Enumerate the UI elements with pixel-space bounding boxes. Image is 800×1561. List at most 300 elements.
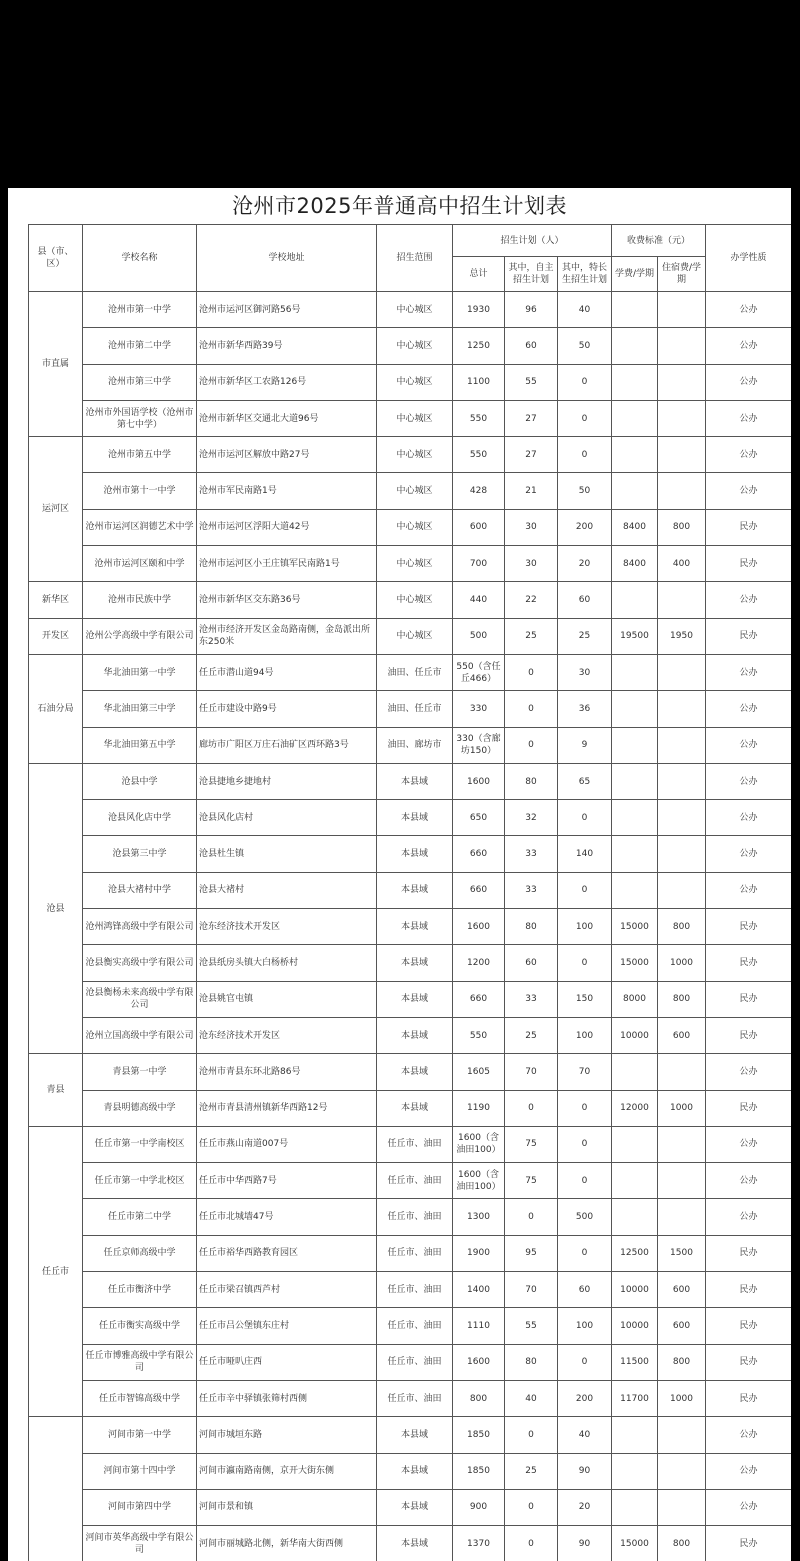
school-address: 沧州市运河区御河路56号 [197,292,377,328]
fee-lodging: 800 [658,909,706,945]
fee-lodging: 600 [658,1272,706,1308]
county-cell: 沧县 [29,763,83,1053]
school-address: 河间市瀛南路南侧，京开大街东侧 [197,1453,377,1489]
enroll-scope: 油田、廊坊市 [377,727,453,763]
plan-special: 0 [558,800,612,836]
school-address: 沧州市新华区交通北大道96号 [197,400,377,436]
plan-total: 428 [453,473,505,509]
school-address: 沧州市新华西路39号 [197,328,377,364]
school-name: 沧州立国高级中学有限公司 [83,1017,197,1053]
plan-total: 1850 [453,1453,505,1489]
plan-special: 90 [558,1526,612,1561]
fee-tuition [612,1453,658,1489]
fee-tuition: 8400 [612,546,658,582]
school-name: 沧县大褚村中学 [83,872,197,908]
school-address: 沧州市经济开发区金岛路南侧，金岛派出所东250米 [197,618,377,654]
school-address: 沧州市新华区交东路36号 [197,582,377,618]
plan-self: 22 [505,582,558,618]
enroll-scope: 任丘市、油田 [377,1199,453,1235]
fee-tuition: 11500 [612,1344,658,1380]
school-nature: 公办 [706,763,791,799]
school-name: 沧州市外国语学校（沧州市第七中学） [83,400,197,436]
plan-special: 100 [558,1308,612,1344]
table-row [29,909,792,945]
school-address: 沧县纸房头镇大白杨桥村 [197,945,377,981]
fee-lodging [658,1199,706,1235]
school-name: 任丘市第一中学南校区 [83,1126,197,1162]
plan-special: 50 [558,473,612,509]
plan-special: 30 [558,654,612,690]
table-row [29,1017,792,1053]
enroll-scope: 任丘市、油田 [377,1163,453,1199]
fee-lodging [658,763,706,799]
plan-special: 0 [558,945,612,981]
enroll-scope: 中心城区 [377,618,453,654]
school-address: 河间市城垣东路 [197,1417,377,1453]
school-name: 沧州市第二中学 [83,328,197,364]
plan-total: 330（含廊坊150） [453,727,505,763]
school-address: 沧县捷地乡捷地村 [197,763,377,799]
plan-total: 1600 [453,909,505,945]
enroll-scope: 本县域 [377,945,453,981]
school-name: 沧州市运河区颐和中学 [83,546,197,582]
enroll-scope: 任丘市、油田 [377,1344,453,1380]
enroll-scope: 本县域 [377,800,453,836]
plan-total: 1600 [453,763,505,799]
school-name: 任丘市衡实高级中学 [83,1308,197,1344]
school-address: 沧州市军民南路1号 [197,473,377,509]
header-special-plan: 其中，特长生招生计划 [558,257,612,292]
school-name: 沧县衡杨未来高级中学有限公司 [83,981,197,1017]
enroll-scope: 任丘市、油田 [377,1235,453,1271]
school-nature: 民办 [706,509,791,545]
school-nature: 公办 [706,727,791,763]
fee-tuition [612,691,658,727]
plan-total: 550 [453,1017,505,1053]
school-address: 廊坊市广阳区万庄石油矿区西环路3号 [197,727,377,763]
school-address: 沧州市运河区浮阳大道42号 [197,509,377,545]
school-name: 任丘市第一中学北校区 [83,1163,197,1199]
header-fee: 收费标准（元） [612,225,706,257]
header-county: 县（市、区） [29,225,83,292]
plan-total: 550 [453,437,505,473]
school-nature: 公办 [706,1163,791,1199]
fee-lodging: 800 [658,509,706,545]
school-name: 华北油田第五中学 [83,727,197,763]
enroll-scope: 中心城区 [377,473,453,509]
table-row [29,1199,792,1235]
fee-tuition [612,1417,658,1453]
plan-self: 0 [505,727,558,763]
plan-self: 0 [505,1417,558,1453]
fee-lodging [658,836,706,872]
enroll-scope: 本县域 [377,872,453,908]
fee-lodging: 800 [658,1344,706,1380]
school-address: 任丘市潜山道94号 [197,654,377,690]
table-row [29,1489,792,1525]
table-row [29,836,792,872]
school-nature: 民办 [706,1272,791,1308]
table-row [29,691,792,727]
school-name: 沧州市第一中学 [83,292,197,328]
school-address: 沧县风化店村 [197,800,377,836]
school-address: 沧县姚官屯镇 [197,981,377,1017]
plan-total: 1110 [453,1308,505,1344]
fee-tuition: 12500 [612,1235,658,1271]
school-address: 任丘市北城墙47号 [197,1199,377,1235]
school-nature: 民办 [706,1308,791,1344]
plan-special: 0 [558,364,612,400]
fee-tuition: 8000 [612,981,658,1017]
plan-self: 30 [505,546,558,582]
school-name: 华北油田第一中学 [83,654,197,690]
table-row [29,1526,792,1561]
plan-total: 1605 [453,1054,505,1090]
school-nature: 公办 [706,437,791,473]
plan-special: 9 [558,727,612,763]
plan-special: 100 [558,909,612,945]
school-nature: 民办 [706,1344,791,1380]
plan-special: 20 [558,1489,612,1525]
plan-self: 33 [505,872,558,908]
plan-special: 0 [558,872,612,908]
school-address: 任丘市梁召镇西芦村 [197,1272,377,1308]
school-name: 沧州鸿锋高级中学有限公司 [83,909,197,945]
header-total: 总计 [453,257,505,292]
fee-lodging [658,800,706,836]
fee-lodging [658,582,706,618]
fee-tuition: 8400 [612,509,658,545]
table-row [29,654,792,690]
plan-self: 70 [505,1272,558,1308]
fee-lodging [658,328,706,364]
school-address: 任丘市辛中驿镇张筛村西侧 [197,1380,377,1416]
fee-tuition [612,1126,658,1162]
school-name: 任丘市衡济中学 [83,1272,197,1308]
plan-special: 20 [558,546,612,582]
fee-tuition [612,1489,658,1525]
school-address: 沧东经济技术开发区 [197,909,377,945]
plan-self: 40 [505,1380,558,1416]
school-name: 河间市第十四中学 [83,1453,197,1489]
table-row [29,1417,792,1453]
fee-tuition [612,582,658,618]
fee-lodging [658,1453,706,1489]
table-row [29,1272,792,1308]
fee-lodging: 400 [658,546,706,582]
plan-self: 25 [505,1453,558,1489]
enroll-scope: 本县域 [377,981,453,1017]
fee-lodging [658,1126,706,1162]
table-row [29,1054,792,1090]
plan-total: 900 [453,1489,505,1525]
fee-lodging: 600 [658,1017,706,1053]
enroll-scope: 本县域 [377,1453,453,1489]
school-nature: 民办 [706,981,791,1017]
plan-total: 1600 [453,1344,505,1380]
fee-tuition [612,727,658,763]
plan-self: 75 [505,1126,558,1162]
header-school: 学校名称 [83,225,197,292]
enroll-scope: 任丘市、油田 [377,1272,453,1308]
school-address: 任丘市裕华西路教育园区 [197,1235,377,1271]
enroll-scope: 中心城区 [377,546,453,582]
enroll-scope: 任丘市、油田 [377,1308,453,1344]
plan-self: 80 [505,1344,558,1380]
table-row [29,473,792,509]
plan-self: 60 [505,328,558,364]
header-address: 学校地址 [197,225,377,292]
fee-lodging [658,292,706,328]
fee-lodging [658,1417,706,1453]
enroll-scope: 中心城区 [377,292,453,328]
table-row [29,872,792,908]
header-plan: 招生计划（人） [453,225,612,257]
table-row [29,400,792,436]
school-address: 沧州市运河区小王庄镇军民南路1号 [197,546,377,582]
fee-lodging: 600 [658,1308,706,1344]
school-nature: 公办 [706,691,791,727]
enroll-scope: 中心城区 [377,364,453,400]
school-nature: 公办 [706,400,791,436]
fee-tuition [612,1199,658,1235]
table-row [29,582,792,618]
plan-total: 1400 [453,1272,505,1308]
plan-special: 0 [558,1235,612,1271]
plan-special: 500 [558,1199,612,1235]
school-name: 沧州市民族中学 [83,582,197,618]
county-cell: 任丘市 [29,1126,83,1416]
school-name: 沧县第三中学 [83,836,197,872]
plan-special: 65 [558,763,612,799]
table-body [29,292,792,1561]
school-nature: 民办 [706,1235,791,1271]
fee-lodging: 1000 [658,945,706,981]
plan-special: 25 [558,618,612,654]
fee-tuition [612,400,658,436]
school-name: 河间市英华高级中学有限公司 [83,1526,197,1561]
table-row [29,546,792,582]
plan-special: 70 [558,1054,612,1090]
county-cell: 青县 [29,1054,83,1127]
plan-total: 1300 [453,1199,505,1235]
enroll-scope: 中心城区 [377,582,453,618]
school-nature: 民办 [706,1090,791,1126]
school-address: 任丘市建设中路9号 [197,691,377,727]
fee-tuition: 10000 [612,1017,658,1053]
school-address: 沧州市运河区解放中路27号 [197,437,377,473]
enroll-scope: 中心城区 [377,328,453,364]
school-nature: 公办 [706,473,791,509]
plan-total: 1900 [453,1235,505,1271]
fee-lodging [658,473,706,509]
enroll-scope: 本县域 [377,836,453,872]
fee-tuition [612,836,658,872]
fee-lodging [658,1054,706,1090]
plan-special: 50 [558,328,612,364]
enroll-scope: 本县域 [377,1054,453,1090]
fee-lodging: 800 [658,1526,706,1561]
fee-lodging [658,437,706,473]
school-nature: 公办 [706,836,791,872]
plan-total: 440 [453,582,505,618]
plan-special: 60 [558,582,612,618]
enroll-scope: 中心城区 [377,437,453,473]
table-row [29,981,792,1017]
table-row [29,292,792,328]
enroll-scope: 中心城区 [377,400,453,436]
plan-special: 60 [558,1272,612,1308]
table-row [29,1380,792,1416]
plan-total: 1100 [453,364,505,400]
plan-self: 21 [505,473,558,509]
plan-total: 1370 [453,1526,505,1561]
plan-special: 0 [558,400,612,436]
fee-lodging: 1000 [658,1090,706,1126]
fee-tuition [612,800,658,836]
school-name: 沧县风化店中学 [83,800,197,836]
fee-tuition [612,1163,658,1199]
document-title: 沧州市2025年普通高中招生计划表 [232,194,567,218]
school-name: 沧州市运河区润德艺术中学 [83,509,197,545]
school-nature: 公办 [706,1126,791,1162]
plan-total: 1190 [453,1090,505,1126]
plan-self: 0 [505,691,558,727]
plan-self: 27 [505,437,558,473]
plan-self: 96 [505,292,558,328]
header-self-plan: 其中，自主招生计划 [505,257,558,292]
school-address: 沧县杜生镇 [197,836,377,872]
enroll-scope: 本县域 [377,1489,453,1525]
fee-tuition [612,1054,658,1090]
plan-special: 100 [558,1017,612,1053]
plan-special: 150 [558,981,612,1017]
county-cell: 石油分局 [29,654,83,763]
school-nature: 公办 [706,1054,791,1090]
plan-total: 660 [453,981,505,1017]
table-row [29,364,792,400]
school-nature: 民办 [706,1526,791,1561]
school-address: 任丘市中华西路7号 [197,1163,377,1199]
county-cell: 新华区 [29,582,83,618]
enroll-scope: 本县域 [377,763,453,799]
plan-special: 0 [558,437,612,473]
table-row [29,1453,792,1489]
fee-tuition: 19500 [612,618,658,654]
fee-tuition [612,328,658,364]
plan-special: 36 [558,691,612,727]
school-address: 河间市景和镇 [197,1489,377,1525]
school-name: 任丘市第二中学 [83,1199,197,1235]
school-nature: 公办 [706,582,791,618]
plan-self: 60 [505,945,558,981]
header-scope: 招生范围 [377,225,453,292]
fee-lodging [658,400,706,436]
plan-total: 650 [453,800,505,836]
school-address: 任丘市燕山南道007号 [197,1126,377,1162]
school-nature: 民办 [706,1017,791,1053]
school-nature: 公办 [706,364,791,400]
plan-special: 200 [558,1380,612,1416]
fee-tuition: 15000 [612,1526,658,1561]
table-row [29,800,792,836]
school-nature: 公办 [706,1489,791,1525]
header-nature: 办学性质 [706,225,791,292]
plan-total: 330 [453,691,505,727]
plan-total: 1250 [453,328,505,364]
table-row [29,727,792,763]
school-name: 沧县衡实高级中学有限公司 [83,945,197,981]
plan-total: 1600（含油田100） [453,1126,505,1162]
fee-lodging: 1500 [658,1235,706,1271]
plan-self: 30 [505,509,558,545]
table-row [29,1308,792,1344]
plan-total: 1850 [453,1417,505,1453]
school-address: 任丘市吕公堡镇东庄村 [197,1308,377,1344]
fee-lodging [658,727,706,763]
plan-self: 55 [505,364,558,400]
school-name: 河间市第四中学 [83,1489,197,1525]
school-address: 沧州市新华区工农路126号 [197,364,377,400]
enroll-scope: 本县域 [377,1526,453,1561]
header-lodging: 住宿费/学期 [658,257,706,292]
plan-self: 33 [505,981,558,1017]
plan-self: 80 [505,763,558,799]
plan-self: 33 [505,836,558,872]
plan-total: 1600（含油田100） [453,1163,505,1199]
table-row [29,328,792,364]
fee-tuition [612,654,658,690]
fee-tuition: 10000 [612,1272,658,1308]
school-nature: 民办 [706,546,791,582]
plan-self: 25 [505,618,558,654]
table-row [29,1090,792,1126]
fee-lodging [658,1163,706,1199]
plan-total: 550（含任丘466） [453,654,505,690]
plan-self: 0 [505,1199,558,1235]
fee-tuition [612,872,658,908]
plan-self: 0 [505,1090,558,1126]
enroll-scope: 任丘市、油田 [377,1380,453,1416]
fee-lodging [658,1489,706,1525]
fee-lodging [658,872,706,908]
school-nature: 公办 [706,328,791,364]
fee-lodging: 1950 [658,618,706,654]
county-cell [29,1417,83,1561]
county-cell: 运河区 [29,437,83,582]
school-address: 任丘市哑叭庄西 [197,1344,377,1380]
fee-tuition [612,473,658,509]
school-nature: 公办 [706,654,791,690]
enroll-scope: 本县域 [377,1017,453,1053]
plan-total: 700 [453,546,505,582]
plan-self: 27 [505,400,558,436]
fee-tuition [612,437,658,473]
plan-special: 200 [558,509,612,545]
plan-special: 140 [558,836,612,872]
enroll-scope: 本县域 [377,1090,453,1126]
school-address: 河间市丽城路北侧，新华南大街西侧 [197,1526,377,1561]
school-name: 沧州市第十一中学 [83,473,197,509]
table-row [29,509,792,545]
plan-total: 600 [453,509,505,545]
plan-self: 75 [505,1163,558,1199]
county-cell: 市直属 [29,292,83,437]
fee-lodging: 800 [658,981,706,1017]
document-sheet [8,188,791,1561]
school-name: 任丘京师高级中学 [83,1235,197,1271]
school-address: 沧县大褚村 [197,872,377,908]
